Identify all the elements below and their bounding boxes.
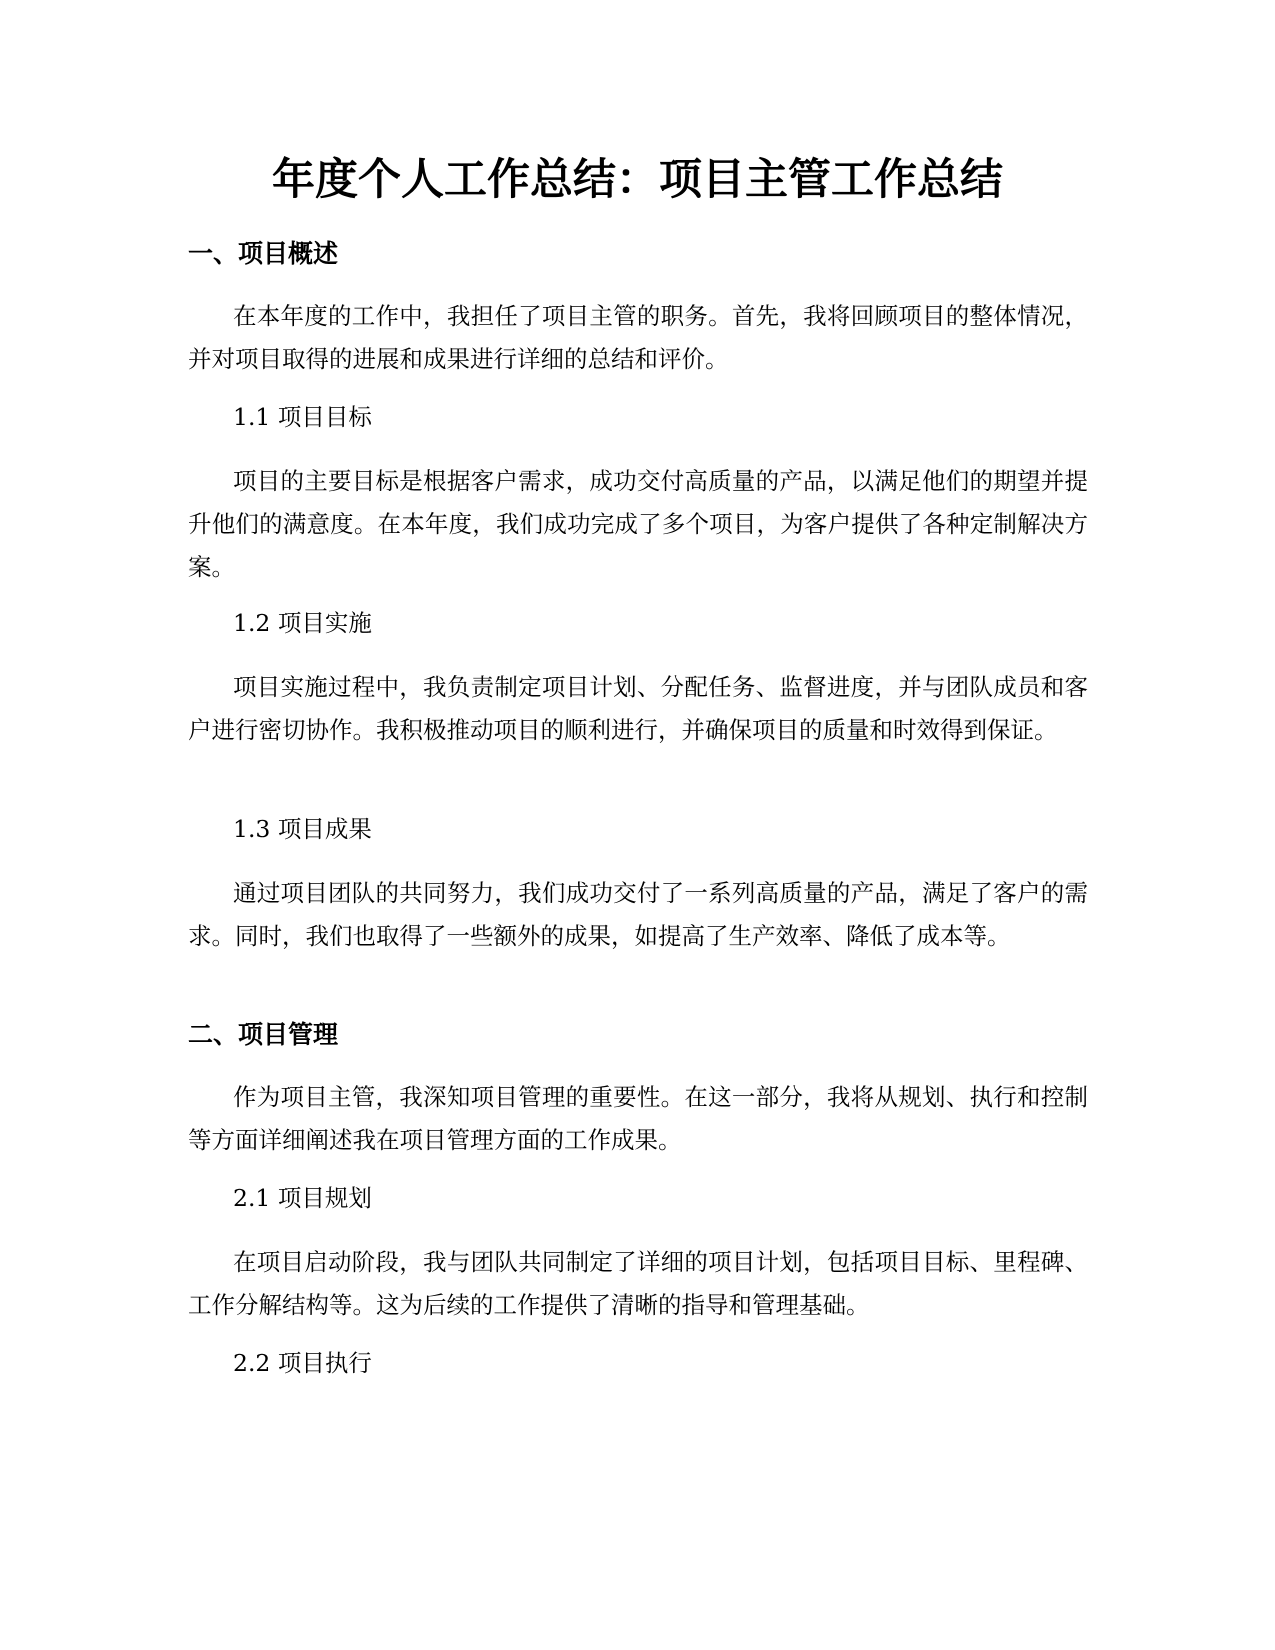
subheading-project-implementation: 1.2 项目实施 — [233, 609, 372, 637]
paragraph-overview-intro: 在本年度的工作中，我担任了项目主管的职务。首先，我将回顾项目的整体情况，并对项目取得的进展和成果进行详细的总结和评价。 — [188, 302, 1088, 373]
subheading-project-goal: 1.1 项目目标 — [233, 403, 372, 431]
subheading-project-planning: 2.1 项目规划 — [233, 1184, 372, 1212]
paragraph-management-intro: 作为项目主管，我深知项目管理的重要性。在这一部分，我将从规划、执行和控制等方面详细阐述我在项目管理方面的工作成果。 — [188, 1083, 1088, 1154]
paragraph-project-implementation: 项目实施过程中，我负责制定项目计划、分配任务、监督进度，并与团队成员和客户进行密切协作。我积极推动项目的顺利进行，并确保项目的质量和时效得到保证。 — [188, 673, 1088, 744]
section-heading-management: 二、项目管理 — [188, 1020, 339, 1049]
section-heading-overview: 一、项目概述 — [188, 239, 339, 268]
paragraph-project-planning: 在项目启动阶段，我与团队共同制定了详细的项目计划，包括项目目标、里程碑、工作分解结构等。这为后续的工作提供了清晰的指导和管理基础。 — [188, 1248, 1088, 1319]
subheading-project-results: 1.3 项目成果 — [233, 815, 372, 843]
paragraph-project-goal: 项目的主要目标是根据客户需求，成功交付高质量的产品，以满足他们的期望并提升他们的满意度。在本年度，我们成功完成了多个项目，为客户提供了各种定制解决方案。 — [188, 467, 1088, 581]
document-title: 年度个人工作总结：项目主管工作总结 — [272, 155, 1003, 205]
paragraph-project-results: 通过项目团队的共同努力，我们成功交付了一系列高质量的产品，满足了客户的需求。同时，我们也取得了一些额外的成果，如提高了生产效率、降低了成本等。 — [188, 879, 1088, 950]
subheading-project-execution: 2.2 项目执行 — [233, 1349, 372, 1377]
